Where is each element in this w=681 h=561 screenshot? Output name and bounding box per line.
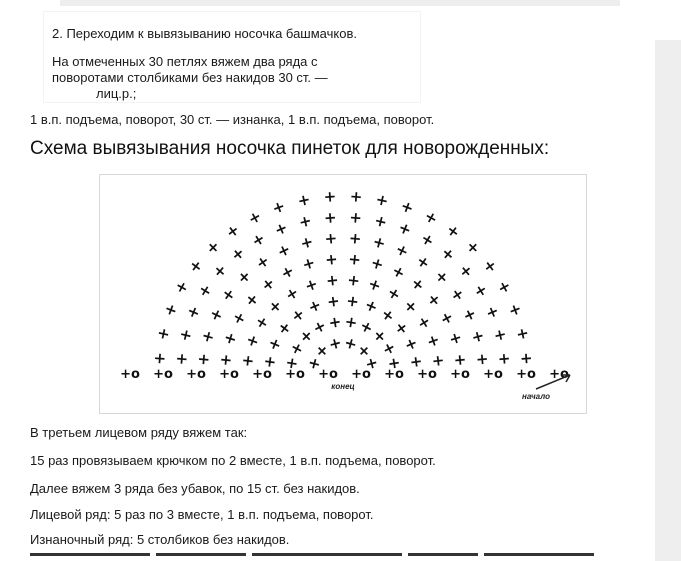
- stitch-symbol: +: [390, 317, 413, 339]
- stitch-symbol: +: [481, 302, 504, 322]
- stitch-symbol: +: [281, 355, 302, 371]
- stitch-symbol: +: [263, 334, 286, 354]
- stitch-symbol: +: [217, 284, 240, 306]
- stitch-symbol: +: [271, 218, 291, 240]
- stitch-symbol: +: [216, 352, 236, 368]
- stitch-symbol: +: [269, 196, 288, 218]
- stitch-symbol: +: [407, 273, 429, 296]
- crochet-diagram-svg: [100, 175, 586, 413]
- stitch-symbol: +: [327, 312, 343, 333]
- base-row-stitch: +o: [549, 367, 569, 382]
- stitch-symbol: +: [353, 339, 376, 362]
- stitch-symbol: +: [175, 326, 196, 344]
- right-gray-strip: [655, 40, 681, 561]
- stitch-symbol: +: [436, 308, 459, 328]
- stitch-symbol: +: [252, 251, 274, 274]
- stitch-symbol: +: [233, 266, 255, 288]
- stitch-symbol: +: [153, 325, 174, 342]
- stitch-symbol: +: [431, 266, 453, 288]
- stitch-symbol: +: [244, 206, 265, 229]
- base-row-stitch: +o: [186, 367, 206, 382]
- stitch-symbol: +: [274, 239, 294, 262]
- stitch-symbol: +: [257, 273, 279, 296]
- stitch-symbol: +: [303, 355, 325, 373]
- stitch-symbol: +: [208, 260, 231, 282]
- body-paragraph-2: 15 раз провязываем крючком по 2 вместе, 1 в.п. подъема, поворот.: [30, 453, 436, 468]
- row-instruction: 1 в.п. подъема, поворот, 30 ст. — изнанка, 1 в.п. подъема, поворот.: [30, 112, 435, 127]
- stitch-symbol: +: [324, 249, 339, 269]
- stitch-symbol: +: [347, 249, 362, 269]
- stitch-symbol: +: [264, 295, 286, 318]
- base-row-stitch: +o: [417, 367, 437, 382]
- cut-off-text-line: [30, 553, 650, 561]
- stitch-symbol: +: [219, 329, 241, 348]
- base-row-stitch: +o: [285, 367, 305, 382]
- stitch-symbol: +: [377, 304, 399, 327]
- stitch-symbol: +: [370, 232, 388, 253]
- stitch-symbol: +: [413, 312, 436, 333]
- page-heading: Схема вывязывания носочка пинеток для новорожденных:: [30, 138, 550, 159]
- stitch-symbol: +: [250, 312, 273, 333]
- stitch-symbol: +: [437, 243, 459, 265]
- base-row-stitch: +o: [483, 367, 503, 382]
- body-paragraph-5: Изнаночный ряд: 5 столбиков без накидов.: [30, 532, 290, 547]
- stitch-symbol: +: [227, 308, 250, 328]
- stitch-symbol: +: [470, 280, 493, 301]
- stitch-symbol: +: [400, 334, 423, 354]
- stitch-symbol: +: [423, 289, 446, 311]
- stitch-symbol: +: [493, 277, 516, 298]
- stitch-symbol: +: [417, 228, 438, 251]
- base-row-stitch: +o: [450, 367, 470, 382]
- crochet-diagram: [99, 174, 587, 414]
- stitch-symbol: +: [227, 243, 249, 265]
- stitch-symbol: +: [182, 302, 205, 322]
- instruction-box: [44, 12, 420, 102]
- stitch-symbol: +: [197, 328, 219, 346]
- stitch-symbol: +: [302, 274, 321, 296]
- instruction-line-2: поворотами столбиками без накидов 30 ст. —: [52, 70, 328, 85]
- stitch-symbol: +: [462, 236, 484, 259]
- stitch-symbol: +: [342, 333, 360, 354]
- stitch-symbol: +: [150, 351, 169, 366]
- instruction-line-1: На отмеченных 30 петлях вяжем два ряда с: [52, 54, 318, 69]
- stitch-symbol: +: [356, 316, 377, 338]
- stitch-symbol: +: [446, 284, 469, 306]
- stitch-symbol: +: [240, 289, 263, 311]
- base-row-stitch: +o: [120, 367, 140, 382]
- stitch-symbol: +: [368, 253, 386, 275]
- stitch-symbol: +: [392, 239, 412, 262]
- stitch-symbol: +: [372, 211, 390, 232]
- stitch-symbol: +: [193, 352, 214, 367]
- stitch-symbol: +: [248, 228, 269, 251]
- stitch-symbol: +: [406, 354, 427, 370]
- stitch-symbol: +: [305, 295, 324, 317]
- step-text: 2. Переходим к вывязыванию носочка башмачков.: [52, 26, 357, 41]
- stitch-symbol: +: [349, 187, 364, 207]
- stitch-symbol: +: [395, 218, 415, 240]
- stitch-symbol: +: [281, 282, 303, 305]
- stitch-symbol: +: [378, 338, 401, 359]
- body-paragraph-4: Лицевой ряд: 5 раз по 3 вместе, 1 в.п. подъема, поворот.: [30, 507, 374, 522]
- end-label: конец: [331, 382, 355, 391]
- stitch-symbol: +: [412, 251, 434, 274]
- stitch-symbol: +: [273, 317, 296, 339]
- stitch-symbol: +: [421, 206, 442, 229]
- stitch-symbol: +: [310, 339, 333, 362]
- stitch-symbol: +: [170, 277, 193, 298]
- stitch-symbol: +: [374, 190, 391, 211]
- stitch-symbol: +: [277, 261, 298, 284]
- stitch-symbol: +: [348, 208, 363, 228]
- stitch-symbol: +: [467, 328, 489, 346]
- stitch-symbol: +: [300, 253, 318, 275]
- stitch-symbol: +: [326, 333, 344, 354]
- base-row-stitch: +o: [384, 367, 404, 382]
- stitch-symbol: +: [309, 316, 330, 338]
- body-paragraph-3: Далее вяжем 3 ряда без убавок, по 15 ст. без накидов.: [30, 481, 360, 496]
- stitch-symbol: +: [445, 329, 467, 348]
- stitch-symbol: +: [159, 300, 182, 319]
- stitch-symbol: +: [472, 352, 493, 367]
- stitch-symbol: +: [455, 260, 478, 282]
- stitch-symbol: +: [259, 354, 280, 370]
- base-row-stitch: +o: [516, 367, 536, 382]
- stitch-symbol: +: [504, 300, 527, 319]
- stitch-symbol: +: [205, 305, 227, 325]
- start-label: начало: [522, 392, 550, 401]
- top-gray-strip: [60, 0, 620, 6]
- stitch-symbol: +: [428, 353, 449, 369]
- stitch-symbol: +: [362, 295, 381, 317]
- stitch-symbol: +: [323, 228, 338, 249]
- stitch-symbol: +: [512, 325, 533, 342]
- stitch-symbol: +: [400, 295, 422, 318]
- base-row-stitch: +o: [318, 367, 338, 382]
- stitch-symbol: +: [361, 355, 383, 373]
- stitch-symbol: +: [346, 270, 361, 291]
- stitch-symbol: +: [296, 211, 314, 232]
- stitch-symbol: +: [343, 312, 359, 333]
- stitch-symbol: +: [368, 325, 391, 347]
- stitch-symbol: +: [442, 220, 464, 243]
- stitch-symbol: +: [193, 280, 216, 301]
- stitch-symbol: +: [384, 355, 405, 371]
- base-row-stitch: +o: [153, 367, 173, 382]
- stitch-symbol: +: [495, 351, 514, 366]
- stitch-symbol: +: [298, 232, 316, 253]
- stitch-symbol: +: [423, 331, 445, 350]
- stitch-symbol: +: [222, 220, 244, 243]
- stitch-symbol: +: [490, 326, 511, 344]
- stitch-symbol: +: [345, 291, 361, 312]
- stitch-symbol: +: [348, 228, 363, 249]
- stitch-symbol: +: [184, 255, 207, 277]
- base-row-stitch: +o: [252, 367, 272, 382]
- stitch-symbol: +: [383, 282, 405, 305]
- stitch-symbol: +: [287, 304, 309, 327]
- stitch-symbol: +: [295, 325, 318, 347]
- base-row-stitch: +o: [219, 367, 239, 382]
- stitch-symbol: +: [398, 196, 417, 218]
- stitch-symbol: +: [241, 331, 263, 350]
- stitch-symbol: +: [365, 274, 384, 296]
- stitch-symbol: +: [325, 270, 340, 291]
- stitch-symbol: +: [459, 305, 481, 325]
- stitch-symbol: +: [323, 208, 338, 228]
- stitch-symbol: +: [479, 255, 502, 277]
- stitch-symbol: +: [517, 351, 536, 366]
- stitch-symbol: +: [202, 236, 224, 259]
- stitch-symbol: +: [237, 353, 258, 369]
- stitch-symbol: +: [325, 291, 341, 312]
- instruction-line-3: лиц.р.;: [96, 86, 137, 101]
- stitch-symbol: +: [285, 338, 308, 359]
- stitch-symbol: +: [388, 261, 409, 284]
- body-paragraph-1: В третьем лицевом ряду вяжем так:: [30, 425, 248, 440]
- stitch-symbol: +: [295, 190, 312, 211]
- stitch-symbol: +: [450, 352, 470, 368]
- stitch-symbol: +: [322, 187, 337, 207]
- stitch-symbol: +: [172, 351, 191, 366]
- base-row-stitch: +o: [351, 367, 371, 382]
